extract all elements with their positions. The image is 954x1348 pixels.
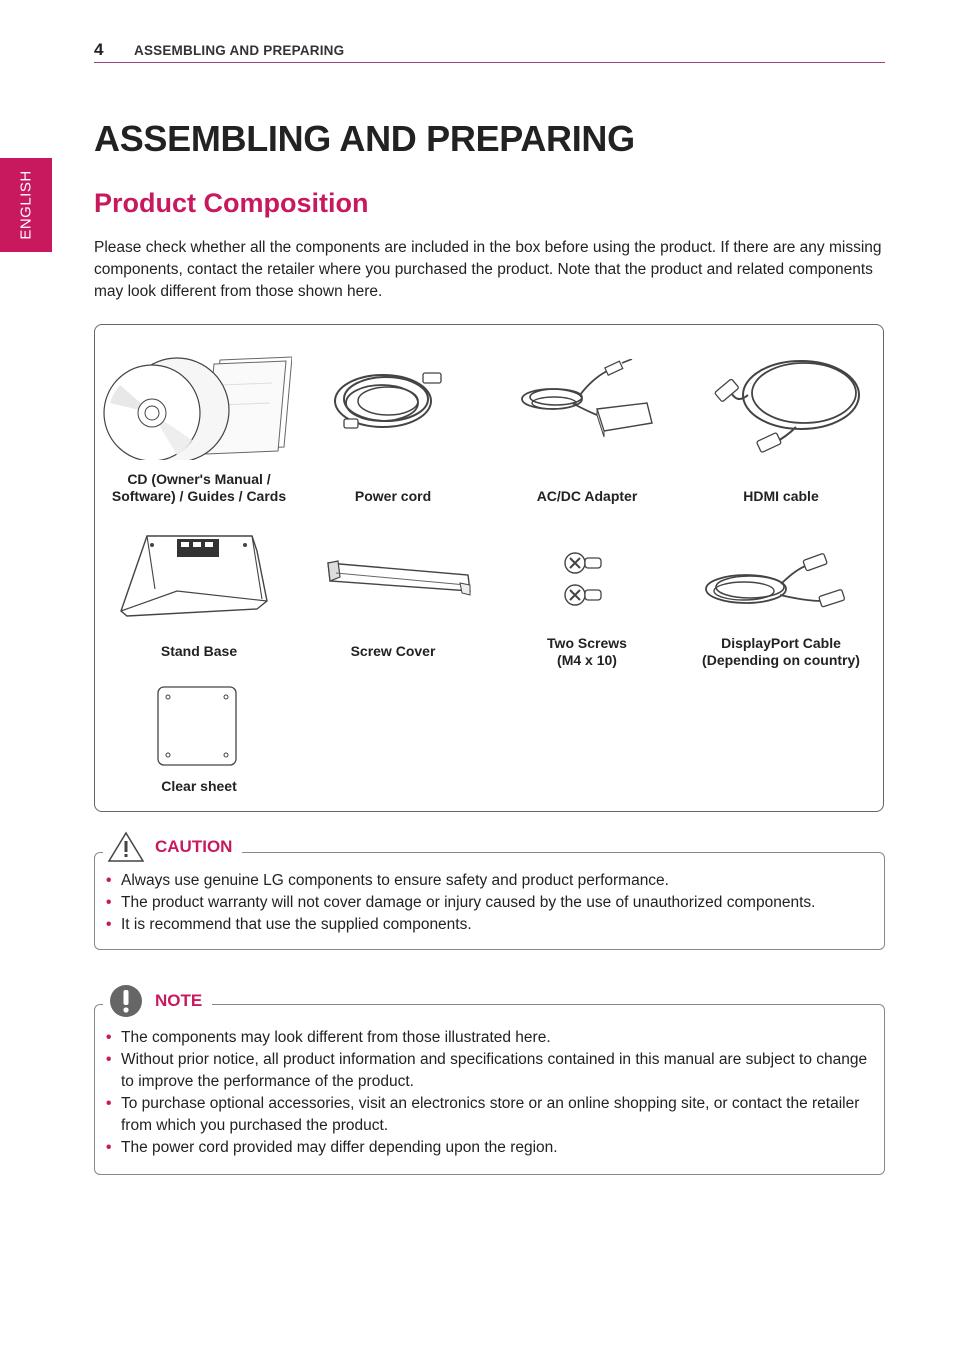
clear-sheet-icon [156,685,238,767]
stand-base-icon [117,531,277,621]
component-adapter [490,359,684,439]
screw-cover-icon [308,555,478,605]
displayport-cable-icon [696,549,866,619]
note-item: • To purchase optional accessories, visit an electronics store or an online shopping site, or contact the retailer from which you purchased the product. [105,1093,872,1137]
note-item: • The power cord provided may differ depending upon the region. [105,1137,872,1159]
note-box [94,991,885,1175]
power-cord-icon [328,361,458,441]
component-power-cord [296,361,490,441]
caption-screws [490,635,684,669]
component-stand-base [100,531,294,621]
note-header [103,983,212,1019]
component-panel [94,324,884,812]
component-clear-sheet [100,685,294,767]
language-tab [0,158,52,252]
caution-label: CAUTION [155,837,233,856]
caution-list [105,870,872,936]
note-item: • Without prior notice, all product information and specifications contained in this manual are subject to change to improve the performance of the product. [105,1049,872,1093]
page-number: 4 [94,40,104,59]
caption-clear-sheet: Clear sheet [161,778,237,794]
warning-triangle-icon [107,831,145,863]
component-displayport-cable [684,549,878,619]
adapter-icon [512,359,662,439]
caption-displayport-cable [684,635,878,669]
note-item: • The components may look different from those illustrated here. [105,1027,872,1049]
caution-item: • It is recommend that use the supplied components. [105,914,872,936]
component-hdmi-cable [684,355,878,460]
caption-adapter: AC/DC Adapter [536,488,638,504]
caption-stand-base: Stand Base [160,643,238,659]
caption-power-cord: Power cord [354,488,432,504]
caution-item: • Always use genuine LG components to ensure safety and product performance. [105,870,872,892]
note-list [105,1027,872,1159]
intro-paragraph: Please check whether all the components are included in the box before using the product. If there are any missing components, contact the retailer where you purchased the product. Note that the product and related components may look different from those shown here. [94,239,882,300]
page-header [94,38,885,63]
component-screws [490,549,684,613]
section-title: Product Composition [94,188,369,218]
caption-displayport-line1: DisplayPort Cable [721,635,841,651]
screws-icon [557,549,617,613]
language-tab-label: ENGLISH [17,170,35,240]
caption-screws-line2: (M4 x 10) [557,652,617,668]
caution-header [103,831,242,863]
caption-hdmi-cable: HDMI cable [743,488,819,504]
cd-guides-icon [102,355,292,460]
component-cd-guides [100,355,294,460]
caption-cd-guides: CD (Owner's Manual / Software) / Guides / Cards [111,471,287,504]
page-title: ASSEMBLING AND PREPARING [94,118,635,159]
caption-screw-cover: Screw Cover [350,643,436,659]
caution-item: • The product warranty will not cover damage or injury caused by the use of unauthorized components. [105,892,872,914]
caption-screws-line1: Two Screws [547,635,627,651]
note-label: NOTE [155,991,203,1010]
running-title: ASSEMBLING AND PREPARING [134,43,345,58]
caution-box [94,837,885,950]
component-screw-cover [296,555,490,605]
caption-displayport-line2: (Depending on country) [702,652,860,668]
hdmi-cable-icon [696,355,866,460]
exclamation-circle-icon [107,983,145,1019]
